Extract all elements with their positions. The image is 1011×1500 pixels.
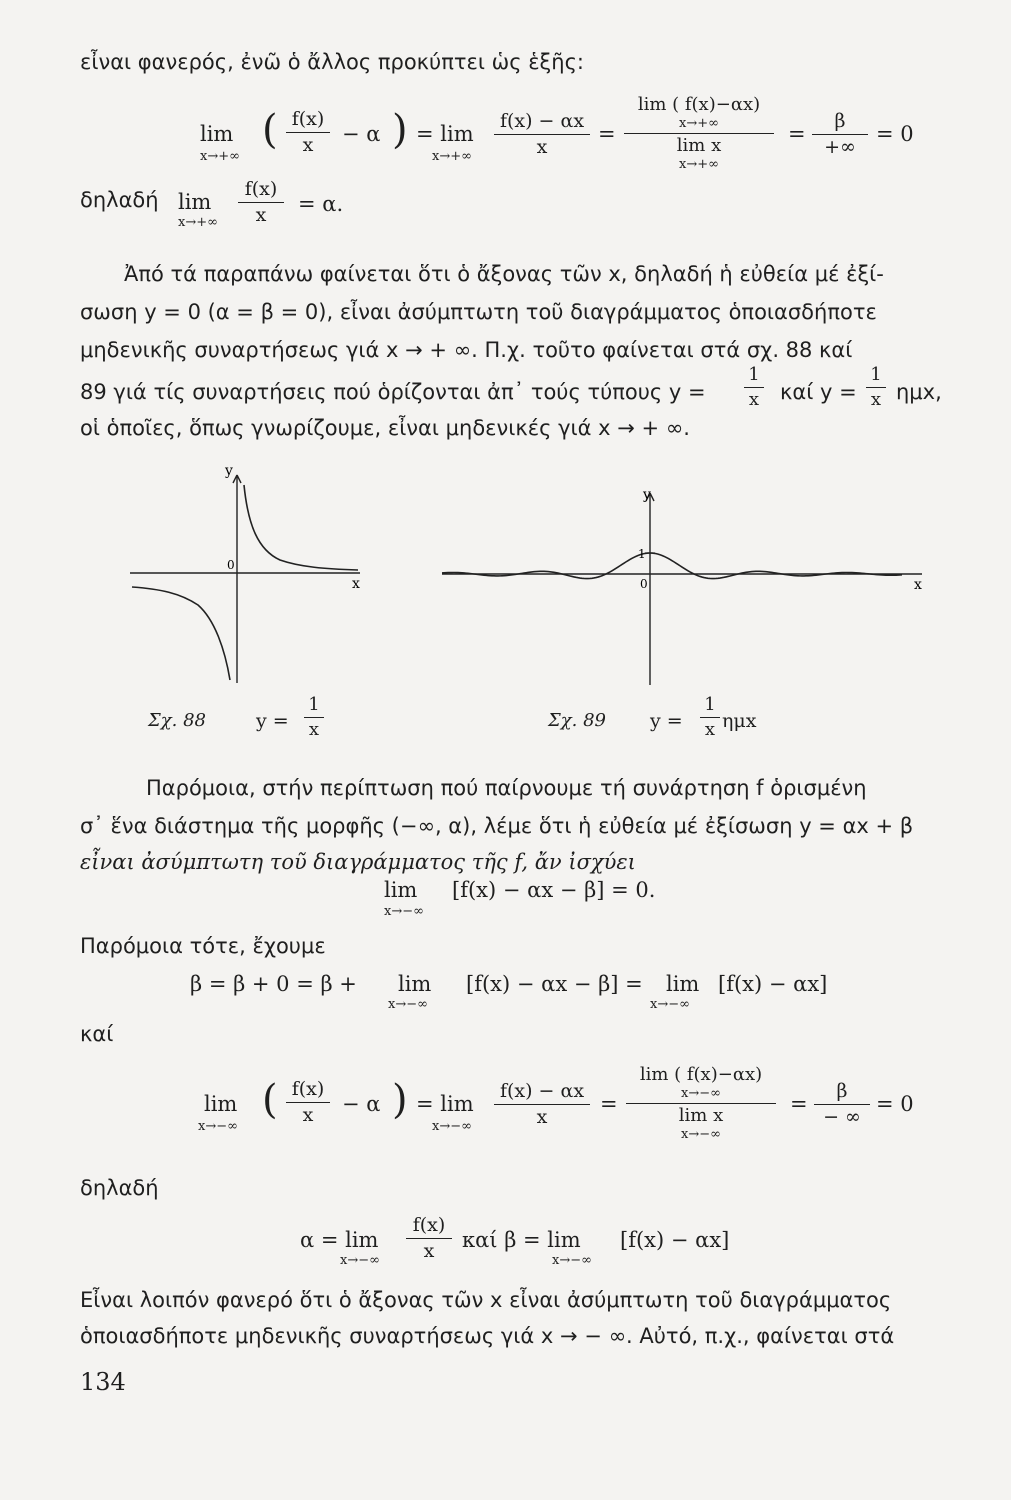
lim-subscript: x→−∞ xyxy=(388,997,428,1012)
denominator: x xyxy=(308,719,320,740)
text-line: καί xyxy=(80,1022,114,1046)
numerator: 1 xyxy=(870,364,882,385)
paragraph-line-italic: εἶναι ἀσύμπτωτη τοῦ διαγράμματος τῆς f, ἄν ἰσχύει xyxy=(80,850,636,874)
figure-89-graph xyxy=(432,485,932,695)
lim-subscript: x→+∞ xyxy=(200,149,240,164)
denominator: lim x xyxy=(678,1105,724,1126)
word-diladi: δηλαδή xyxy=(80,1176,159,1200)
denominator: x xyxy=(704,719,716,740)
denominator-subscript: x→−∞ xyxy=(681,1127,721,1142)
x-axis-label: x xyxy=(914,577,922,593)
lim-subscript: x→−∞ xyxy=(432,1119,472,1134)
fraction-beta-over-infinity xyxy=(812,112,868,157)
figure-88-caption: Σχ. 88 xyxy=(148,710,206,731)
paragraph-line: σωση y = 0 (α = β = 0), εἶναι ἀσύμπτωτη τοῦ διαγράμματος ὁποιασδήποτε xyxy=(80,300,877,324)
alpha-equals-lim: α = lim xyxy=(300,1228,379,1252)
equals-lim: = lim xyxy=(416,1092,474,1116)
hyperbola-right-branch xyxy=(244,485,358,570)
fraction-fx-minus-ax xyxy=(494,112,590,157)
equals: = xyxy=(600,1092,618,1116)
figure-88-equation: y = xyxy=(256,710,289,732)
numerator: f(x) − αx xyxy=(499,1080,585,1102)
equals-alpha: = α. xyxy=(298,192,344,216)
denominator: x xyxy=(870,389,882,410)
lim-subscript: x→+∞ xyxy=(178,215,218,230)
lim: lim xyxy=(200,122,234,146)
lim-subscript: x→−∞ xyxy=(384,904,424,919)
word-diladi: δηλαδή xyxy=(80,188,159,212)
denominator: − ∞ xyxy=(823,1106,861,1128)
tick-label-one: 1 xyxy=(638,547,646,561)
x-axis-label: x xyxy=(352,576,360,592)
lim: lim xyxy=(398,972,432,996)
fraction-fx-over-x xyxy=(286,1080,330,1125)
figure-88-graph xyxy=(120,455,380,695)
denominator: x xyxy=(423,1240,435,1262)
fraction-one-over-x xyxy=(744,366,764,409)
sinc-curve xyxy=(442,553,902,579)
paragraph-line: μηδενικῆς συναρτήσεως γιά x → + ∞. Π.χ. τοῦτο φαίνεται στά σχ. 88 καί xyxy=(80,338,853,362)
denominator: x xyxy=(748,389,760,410)
lim: lim xyxy=(178,190,212,214)
text-line: εἶναι φανερός, ἐνῶ ὁ ἄλλος προκύπτει ὡς ἑξῆς: xyxy=(80,50,584,74)
lim: lim xyxy=(666,972,700,996)
numerator: f(x) xyxy=(291,1078,325,1100)
numerator: β xyxy=(836,1080,848,1102)
page-number: 134 xyxy=(80,1368,126,1396)
left-paren: ( xyxy=(262,1077,278,1123)
denominator-subscript: x→+∞ xyxy=(679,157,719,172)
equals-lim: = lim xyxy=(416,122,474,146)
figure-89-equation: y = xyxy=(650,710,683,732)
paragraph-line: Ἀπό τά παραπάνω φαίνεται ὅτι ὁ ἄξονας τῶν x, δηλαδή ἡ εὐθεία μέ ἐξί- xyxy=(124,262,884,286)
kai-beta-equals-lim: καί β = lim xyxy=(462,1228,581,1252)
numerator: f(x) − αx xyxy=(499,110,585,132)
y-axis-label: y xyxy=(225,463,233,479)
numerator: f(x) xyxy=(412,1214,446,1236)
hyperbola-left-branch xyxy=(132,587,230,680)
figure-89-equation-tail: ημx xyxy=(722,710,757,732)
equals: = xyxy=(790,1092,808,1116)
fraction-one-over-x xyxy=(866,366,886,409)
equation-body: [f(x) − αx − β] = xyxy=(466,972,643,996)
paragraph-line: καί y = xyxy=(780,380,857,404)
paragraph-line: σ᾽ ἕνα διάστημα τῆς μορφῆς (−∞, α), λέμε ὅτι ἡ εὐθεία μέ ἐξίσωση y = αx + β xyxy=(80,814,914,838)
denominator: x xyxy=(536,1106,548,1128)
right-paren: ) xyxy=(392,107,408,153)
numerator-subscript: x→−∞ xyxy=(681,1086,721,1101)
numerator: f(x) xyxy=(244,178,278,200)
denominator: x xyxy=(302,134,314,156)
paragraph-line: ημx, xyxy=(896,380,942,404)
equals-zero: = 0 xyxy=(876,1092,914,1116)
paragraph-line: Εἶναι λοιπόν φανερό ὅτι ὁ ἄξονας τῶν x εἶναι ἀσύμπτωτη τοῦ διαγράμματος xyxy=(80,1288,892,1312)
equation-body: [f(x) − αx] xyxy=(718,972,828,996)
numerator: f(x) xyxy=(291,108,325,130)
numerator: β xyxy=(834,110,846,132)
figure-89-caption: Σχ. 89 xyxy=(548,710,606,731)
lim-subscript: x→−∞ xyxy=(340,1253,380,1268)
y-axis-label: y xyxy=(643,487,651,503)
lim-subscript: x→−∞ xyxy=(650,997,690,1012)
lim: lim xyxy=(204,1092,238,1116)
lim-subscript: x→+∞ xyxy=(432,149,472,164)
paragraph-line: οἱ ὁποῖες, ὅπως γνωρίζουμε, εἶναι μηδενικές γιά x → + ∞. xyxy=(80,416,690,440)
fraction-one-over-x xyxy=(700,696,720,739)
denominator: x xyxy=(302,1104,314,1126)
right-paren: ) xyxy=(392,1077,408,1123)
equals: = xyxy=(598,122,616,146)
minus-alpha: − α xyxy=(342,1092,381,1116)
numerator: 1 xyxy=(748,364,760,385)
fraction-lim-over-lim xyxy=(626,1066,776,1141)
fraction-fx-over-x xyxy=(406,1216,452,1261)
fraction-beta-over-minus-infinity xyxy=(814,1082,870,1127)
equation-body: [f(x) − αx] xyxy=(620,1228,730,1252)
fraction-fx-over-x xyxy=(238,180,284,225)
paragraph-line: 89 γιά τίς συναρτήσεις πού ὁρίζονται ἀπ᾽ τούς τύπους y = xyxy=(80,380,706,404)
lim-subscript: x→−∞ xyxy=(552,1253,592,1268)
fraction-one-over-x xyxy=(304,696,324,739)
numerator: 1 xyxy=(308,694,320,715)
numerator: lim ( f(x)−αx) xyxy=(637,94,761,115)
fraction-lim-over-lim xyxy=(624,96,774,171)
equation-body: [f(x) − αx − β] = 0. xyxy=(452,878,656,902)
paragraph-line: ὁποιασδήποτε μηδενικῆς συναρτήσεως γιά x → − ∞. Αὐτό, π.χ., φαίνεται στά xyxy=(80,1324,895,1348)
paragraph-line: Παρόμοια, στήν περίπτωση πού παίρνουμε τή συνάρτηση f ὁρισμένη xyxy=(146,776,867,800)
equals-zero: = 0 xyxy=(876,122,914,146)
minus-alpha: − α xyxy=(342,122,381,146)
lim-subscript: x→−∞ xyxy=(198,1119,238,1134)
fraction-fx-over-x xyxy=(286,110,330,155)
denominator: +∞ xyxy=(824,136,856,158)
left-paren: ( xyxy=(262,107,278,153)
origin-label: 0 xyxy=(227,558,235,572)
denominator: x xyxy=(536,136,548,158)
numerator-subscript: x→+∞ xyxy=(679,116,719,131)
fraction-fx-minus-ax xyxy=(494,1082,590,1127)
equation-left: β = β + 0 = β + xyxy=(190,972,357,996)
numerator: 1 xyxy=(704,694,716,715)
equals: = xyxy=(788,122,806,146)
lim: lim xyxy=(384,878,418,902)
denominator: lim x xyxy=(676,135,722,156)
numerator: lim ( f(x)−αx) xyxy=(639,1064,763,1085)
denominator: x xyxy=(255,204,267,226)
origin-label: 0 xyxy=(640,577,648,591)
text-line: Παρόμοια τότε, ἔχουμε xyxy=(80,934,326,958)
